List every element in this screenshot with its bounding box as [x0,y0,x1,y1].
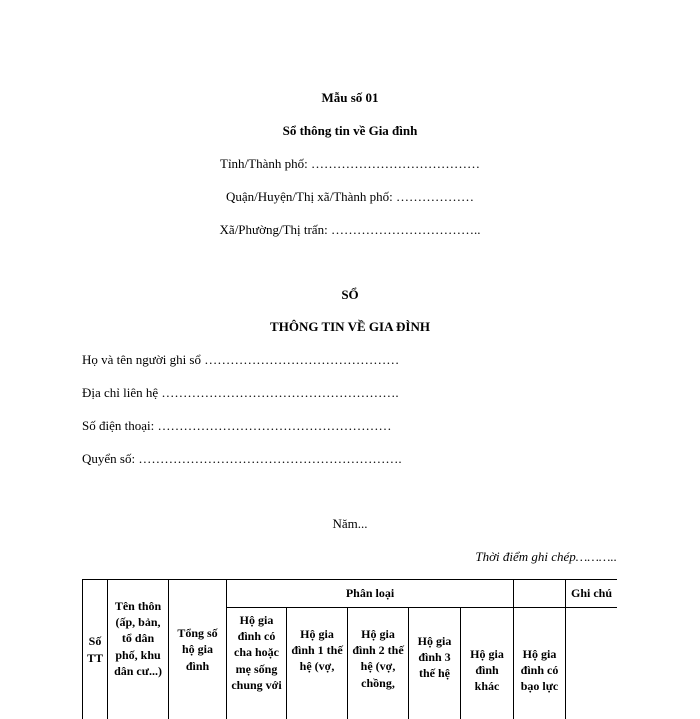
title-line-1: SỔ [0,287,700,303]
family-info-table [82,579,617,719]
book-number-field: Quyển số: ……………………………………………………. [82,451,402,467]
note-body-cell [566,608,618,719]
district-line: Quận/Huyện/Thị xã/Thành phố: ……………… [0,189,700,205]
form-title: Sổ thông tin về Gia đình [0,123,700,139]
col-header-stt: Số TT [83,580,108,719]
col-header-single-parent: Hộ gia đình có cha hoặc mẹ sống chung với [227,608,287,719]
recorder-field: Họ và tên người ghi sổ ……………………………………… [82,352,399,368]
empty-header-cell [514,580,566,608]
phone-field: Số điện thoại: ……………………………………………… [82,418,391,434]
col-header-two-generation: Hộ gia đình 2 thế hệ (vợ, chồng, [348,608,409,719]
group-header-classification: Phân loại [227,580,514,608]
col-header-other: Hộ gia đình khác [461,608,514,719]
commune-line: Xã/Phường/Thị trấn: …………………………….. [0,222,700,238]
province-line: Tỉnh/Thành phố: ………………………………… [0,156,700,172]
year-line: Năm... [0,516,700,532]
col-header-three-generation: Hộ gia đình 3 thế hệ [409,608,461,719]
col-header-violence: Hộ gia đình có bạo lực [514,608,566,719]
form-number: Mẫu số 01 [0,90,700,106]
record-time: Thời điểm ghi chép……….. [475,549,617,565]
address-field: Địa chỉ liên hệ ………………………………………………. [82,385,399,401]
col-header-one-generation: Hộ gia đình 1 thế hệ (vợ, [287,608,348,719]
col-header-village: Tên thôn (ấp, bản, tổ dân phố, khu dân cư...) [108,580,169,719]
col-header-total: Tổng số hộ gia đình [169,580,227,719]
col-header-note: Ghi chú [566,580,618,608]
title-line-2: THÔNG TIN VỀ GIA ĐÌNH [0,319,700,335]
